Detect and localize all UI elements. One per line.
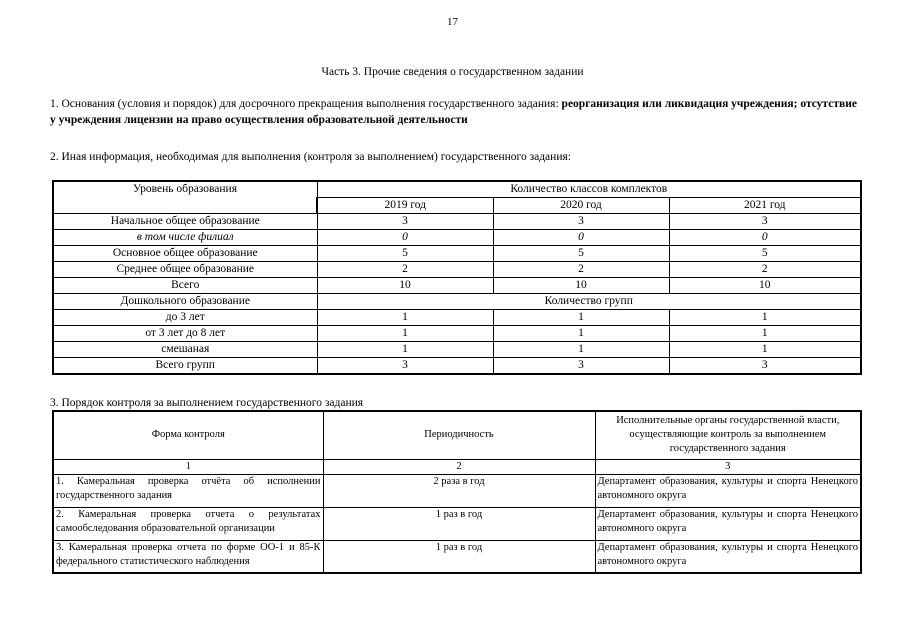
row-label: Основное общее образование bbox=[53, 246, 317, 262]
cell-value: 2 bbox=[493, 262, 669, 278]
part-title: Часть 3. Прочие сведения о государственном задании bbox=[321, 66, 584, 78]
row-label: Всего bbox=[53, 278, 317, 294]
section-2-heading: 2. Иная информация, необходимая для выполнения (контроля за выполнением) государственного задания: bbox=[50, 151, 571, 163]
cell-value: 3 bbox=[669, 358, 861, 375]
header-authority: Исполнительные органы государственной власти, осуществляющие контроль за выполнением государственного задания bbox=[595, 411, 861, 459]
cell-value: 1 bbox=[317, 342, 493, 358]
row-label: от 3 лет до 8 лет bbox=[53, 326, 317, 342]
row-label: Среднее общее образование bbox=[53, 262, 317, 278]
header-level: Уровень образования bbox=[53, 181, 317, 214]
cell-value: 10 bbox=[669, 278, 861, 294]
control-period: 1 раз в год bbox=[323, 507, 595, 540]
section-1-bold: реорганизация или ликвидация учреждения; отсутствие у учреждения лицензии на право осуществления образовательной деятельности bbox=[50, 98, 857, 126]
row-label: до 3 лет bbox=[53, 310, 317, 326]
control-authority: Департамент образования, культуры и спорта Ненецкого автономного округа bbox=[595, 540, 861, 573]
cell-value: 1 bbox=[493, 310, 669, 326]
groups-header: Количество групп bbox=[317, 294, 861, 310]
header-form: Форма контроля bbox=[53, 411, 323, 459]
cell-value: 0 bbox=[317, 230, 493, 246]
cell-value: 3 bbox=[669, 214, 861, 230]
control-authority: Департамент образования, культуры и спорта Ненецкого автономного округа bbox=[595, 474, 861, 507]
cell-value: 1 bbox=[669, 342, 861, 358]
cell-value: 1 bbox=[317, 310, 493, 326]
cell-value: 5 bbox=[317, 246, 493, 262]
section-3-heading: 3. Порядок контроля за выполнением государственного задания bbox=[50, 397, 364, 409]
column-number: 3 bbox=[595, 459, 861, 474]
control-period: 1 раз в год bbox=[323, 540, 595, 573]
year-header: 2020 год bbox=[493, 198, 669, 214]
control-form: 3. Камеральная проверка отчета по форме ОО-1 и 85-К федерального статистического наблюдения bbox=[53, 540, 323, 573]
preschool-label: Дошкольного образование bbox=[53, 294, 317, 310]
cell-value: 0 bbox=[493, 230, 669, 246]
column-number: 2 bbox=[323, 459, 595, 474]
cell-value: 10 bbox=[493, 278, 669, 294]
page-number: 17 bbox=[447, 16, 458, 28]
cell-value: 5 bbox=[493, 246, 669, 262]
cell-value: 1 bbox=[669, 326, 861, 342]
cell-value: 5 bbox=[669, 246, 861, 262]
control-form: 1. Камеральная проверка отчёта об исполнении государственного задания bbox=[53, 474, 323, 507]
control-form: 2. Камеральная проверка отчета о результатах самообследования образовательной организации bbox=[53, 507, 323, 540]
cell-value: 1 bbox=[493, 326, 669, 342]
control-authority: Департамент образования, культуры и спорта Ненецкого автономного округа bbox=[595, 507, 861, 540]
cell-value: 1 bbox=[669, 310, 861, 326]
row-label: смешаная bbox=[53, 342, 317, 358]
cell-value: 2 bbox=[317, 262, 493, 278]
row-label: Всего групп bbox=[53, 358, 317, 375]
cell-value: 3 bbox=[317, 358, 493, 375]
year-header: 2021 год bbox=[669, 198, 861, 214]
column-number: 1 bbox=[53, 459, 323, 474]
year-header: 2019 год bbox=[317, 198, 493, 214]
classes-groups-table bbox=[52, 180, 862, 375]
row-label: в том числе филиал bbox=[53, 230, 317, 246]
cell-value: 1 bbox=[493, 342, 669, 358]
row-label: Начальное общее образование bbox=[53, 214, 317, 230]
control-procedure-table bbox=[52, 410, 862, 574]
section-1-lead: 1. Основания (условия и порядок) для досрочного прекращения выполнения государственного задания: bbox=[50, 98, 562, 110]
cell-value: 3 bbox=[317, 214, 493, 230]
cell-value: 0 bbox=[669, 230, 861, 246]
cell-value: 1 bbox=[317, 326, 493, 342]
cell-value: 2 bbox=[669, 262, 861, 278]
cell-value: 3 bbox=[493, 358, 669, 375]
cell-value: 3 bbox=[493, 214, 669, 230]
header-classes: Количество классов комплектов bbox=[317, 181, 861, 198]
section-1-grounds bbox=[50, 96, 865, 128]
cell-value: 10 bbox=[317, 278, 493, 294]
control-period: 2 раза в год bbox=[323, 474, 595, 507]
header-period: Периодичность bbox=[323, 411, 595, 459]
